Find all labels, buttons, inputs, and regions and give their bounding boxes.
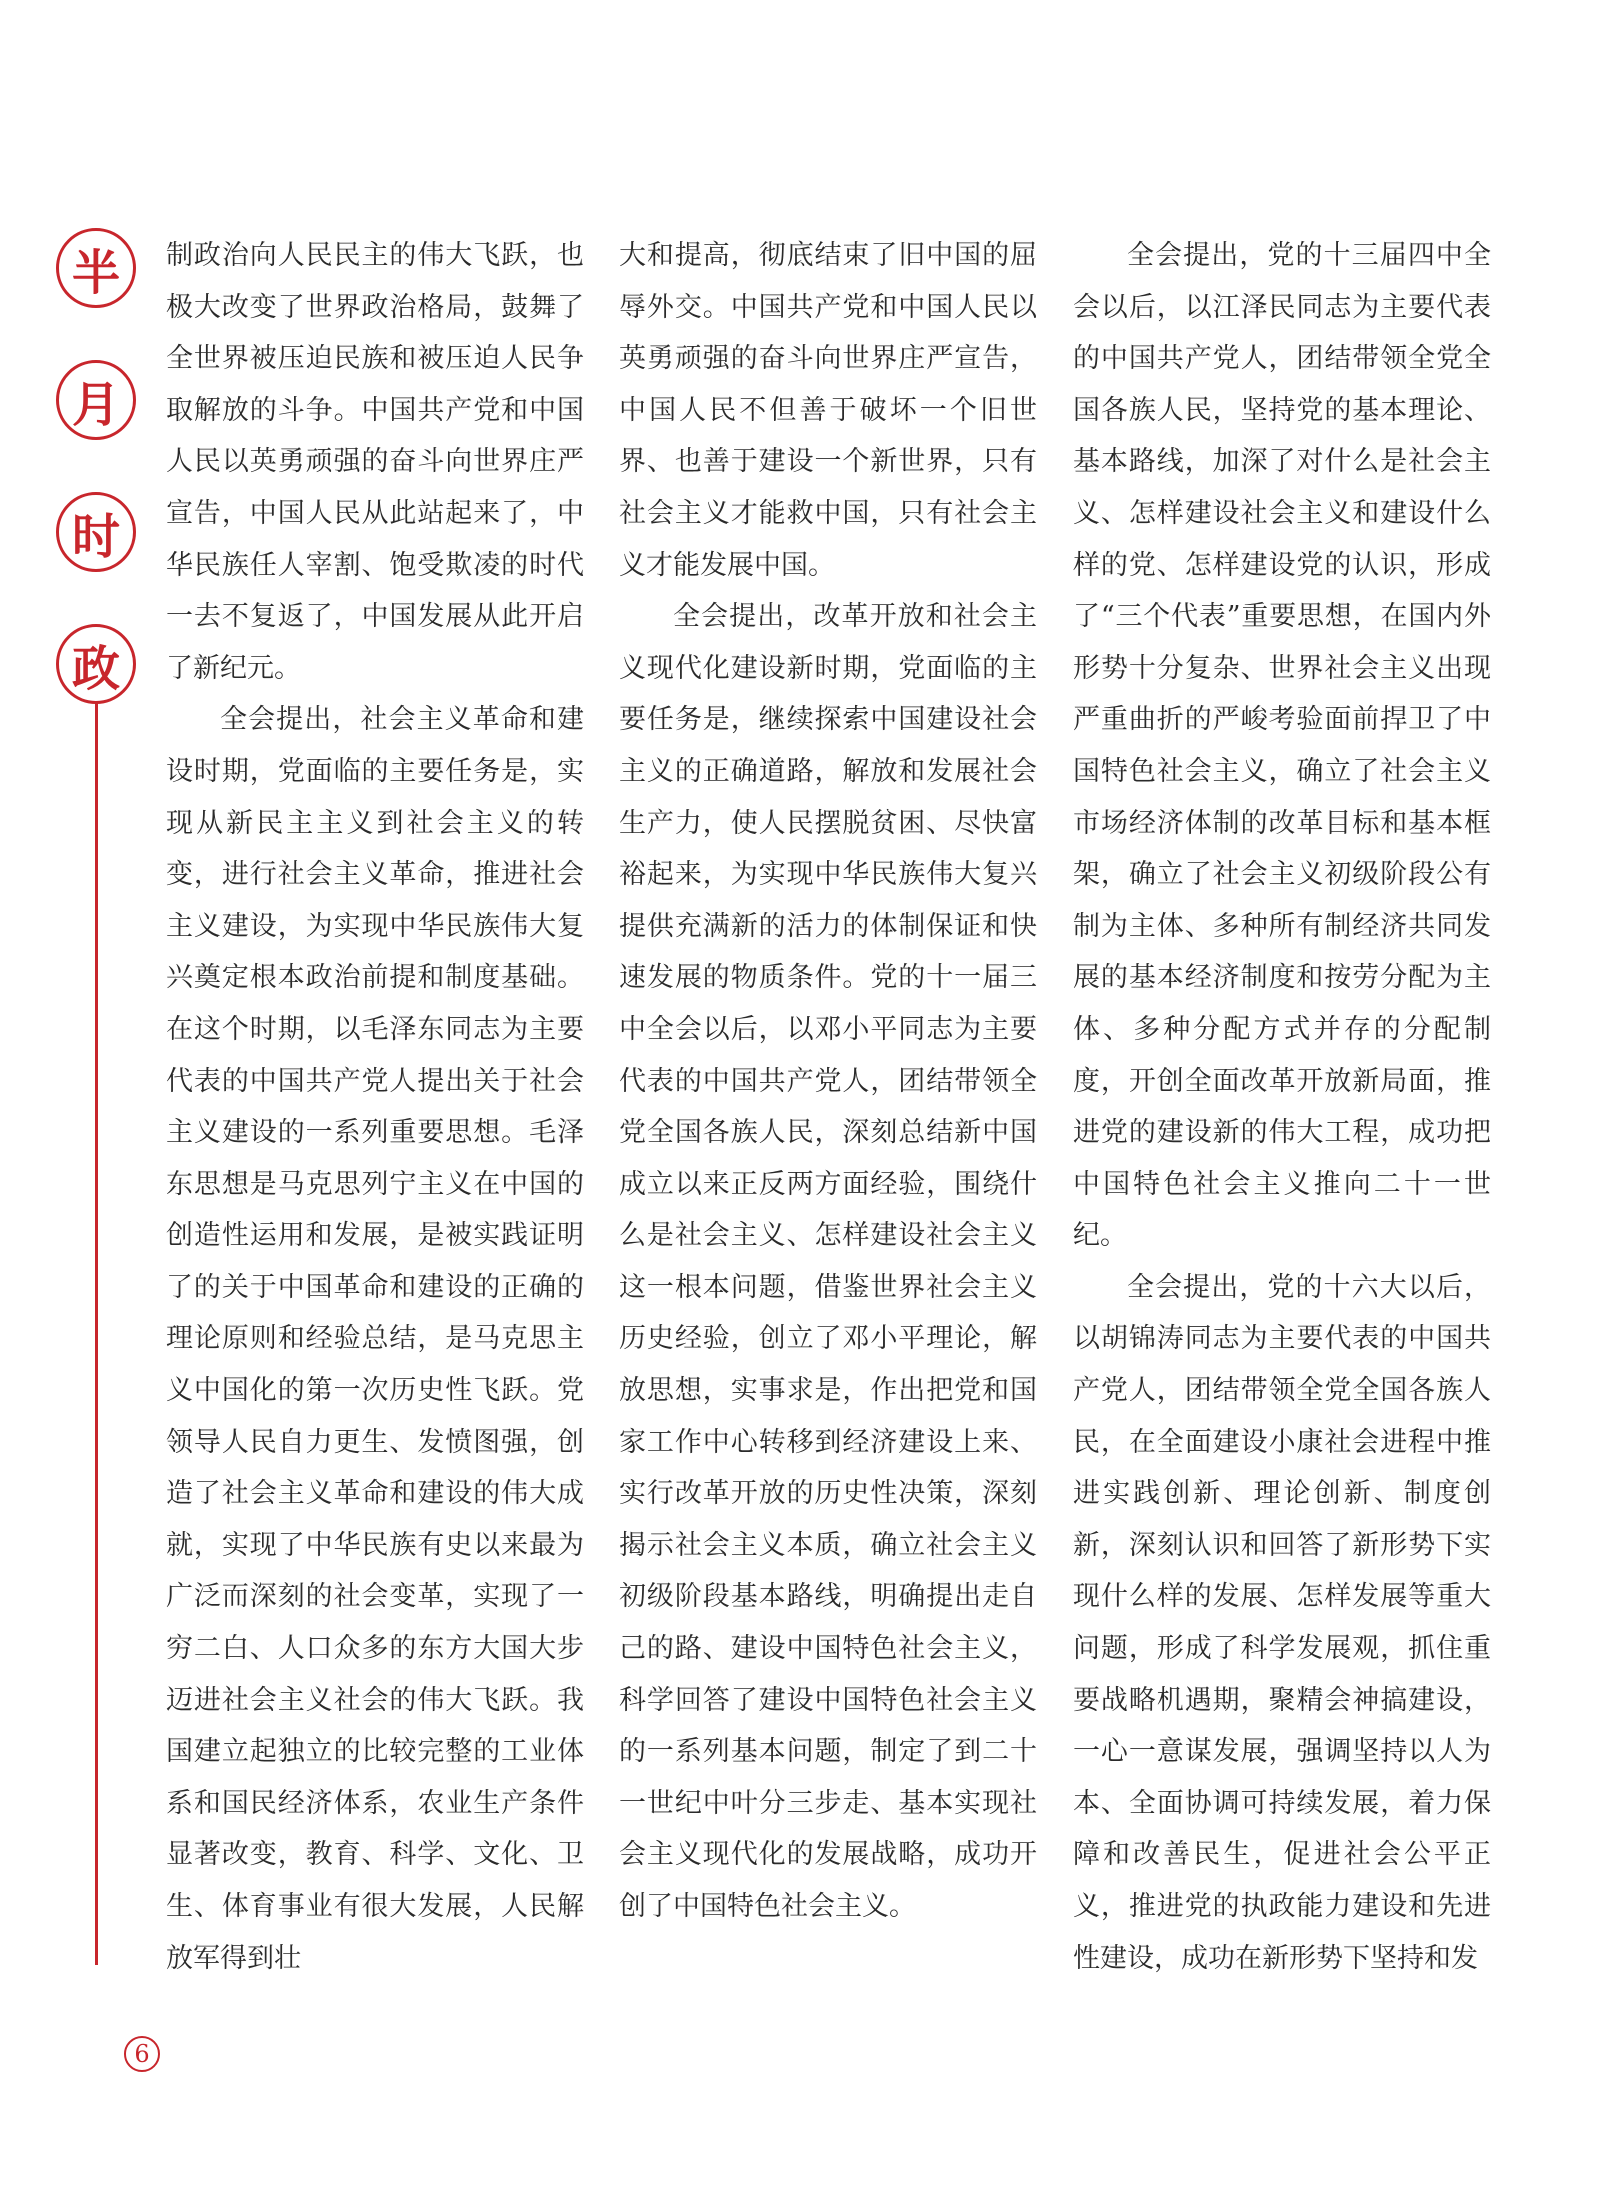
masthead-char-shi: 时	[56, 492, 136, 572]
paragraph: 全会提出，党的十三届四中全会以后，以江泽民同志为主要代表的中国共产党人，团结带领全党全国各族人民，坚持党的基本理论、基本路线，加深了对什么是社会主义、怎样建设社会主义和建设什么样的党、怎样建设党的认识，形成了“三个代表”重要思想，在国内外形势十分复杂、世界社会主义出现严重曲折的严峻考验面前捍卫了中国特色社会主义，确立了社会主义市场经济体制的改革目标和基本框架，确立了社会主义初级阶段公有制为主体、多种所有制经济共同发展的基本经济制度和按劳分配为主体、多种分配方式并存的分配制度，开创全面改革开放新局面，推进党的建设新的伟大工程，成功把中国特色社会主义推向二十一世纪。	[1073, 240, 1491, 1252]
page-number: 6	[124, 2036, 160, 2072]
vertical-divider	[95, 660, 98, 1965]
paragraph: 制政治向人民民主的伟大飞跃，也极大改变了世界政治格局，鼓舞了全世界被压迫民族和被压迫人民争取解放的斗争。中国共产党和中国人民以英勇顽强的奋斗向世界庄严宣告，中国人民从此站起来了，中华民族任人宰割、饱受欺凌的时代一去不复返了，中国发展从此开启了新纪元。	[166, 240, 584, 684]
column-masthead	[56, 228, 142, 756]
masthead-char-zheng: 政	[56, 624, 136, 704]
text-column-3	[1073, 230, 1491, 1984]
masthead-char-ban: 半	[56, 228, 136, 308]
paragraph: 全会提出，社会主义革命和建设时期，党面临的主要任务是，实现从新民主主义到社会主义的转变，进行社会主义革命，推进社会主义建设，为实现中华民族伟大复兴奠定根本政治前提和制度基础。在这个时期，以毛泽东同志为主要代表的中国共产党人提出关于社会主义建设的一系列重要思想。毛泽东思想是马克思列宁主义在中国的创造性运用和发展，是被实践证明了的关于中国革命和建设的正确的理论原则和经验总结，是马克思主义中国化的第一次历史性飞跃。党领导人民自力更生、发愤图强，创造了社会主义革命和建设的伟大成就，实现了中华民族有史以来最为广泛而深刻的社会变革，实现了一穷二白、人口众多的东方大国大步迈进社会主义社会的伟大飞跃。我国建立起独立的比较完整的工业体系和国民经济体系，农业生产条件显著改变，教育、科学、文化、卫生、体育事业有很大发展，人民解放军得到壮	[166, 704, 584, 1974]
paragraph: 全会提出，改革开放和社会主义现代化建设新时期，党面临的主要任务是，继续探索中国建设社会主义的正确道路，解放和发展社会生产力，使人民摆脱贫困、尽快富裕起来，为实现中华民族伟大复兴提供充满新的活力的体制保证和快速发展的物质条件。党的十一届三中全会以后，以邓小平同志为主要代表的中国共产党人，团结带领全党全国各族人民，深刻总结新中国成立以来正反两方面经验，围绕什么是社会主义、怎样建设社会主义这一根本问题，借鉴世界社会主义历史经验，创立了邓小平理论，解放思想，实事求是，作出把党和国家工作中心转移到经济建设上来、实行改革开放的历史性决策，深刻揭示社会主义本质，确立社会主义初级阶段基本路线，明确提出走自己的路、建设中国特色社会主义，科学回答了建设中国特色社会主义的一系列基本问题，制定了到二十一世纪中叶分三步走、基本实现社会主义现代化的发展战略，成功开创了中国特色社会主义。	[619, 601, 1037, 1922]
paragraph: 大和提高，彻底结束了旧中国的屈辱外交。中国共产党和中国人民以英勇顽强的奋斗向世界庄严宣告，中国人民不但善于破坏一个旧世界、也善于建设一个新世界，只有社会主义才能救中国，只有社会主义才能发展中国。	[619, 240, 1037, 581]
text-column-2	[619, 230, 1037, 1933]
text-column-1	[166, 230, 584, 1984]
paragraph: 全会提出，党的十六大以后，以胡锦涛同志为主要代表的中国共产党人，团结带领全党全国各族人民，在全面建设小康社会进程中推进实践创新、理论创新、制度创新，深刻认识和回答了新形势下实现什么样的发展、怎样发展等重大问题，形成了科学发展观，抓住重要战略机遇期，聚精会神搞建设，一心一意谋发展，强调坚持以人为本、全面协调可持续发展，着力保障和改善民生，促进社会公平正义，推进党的执政能力建设和先进性建设，成功在新形势下坚持和发	[1073, 1271, 1491, 1974]
masthead-char-yue: 月	[56, 360, 136, 440]
